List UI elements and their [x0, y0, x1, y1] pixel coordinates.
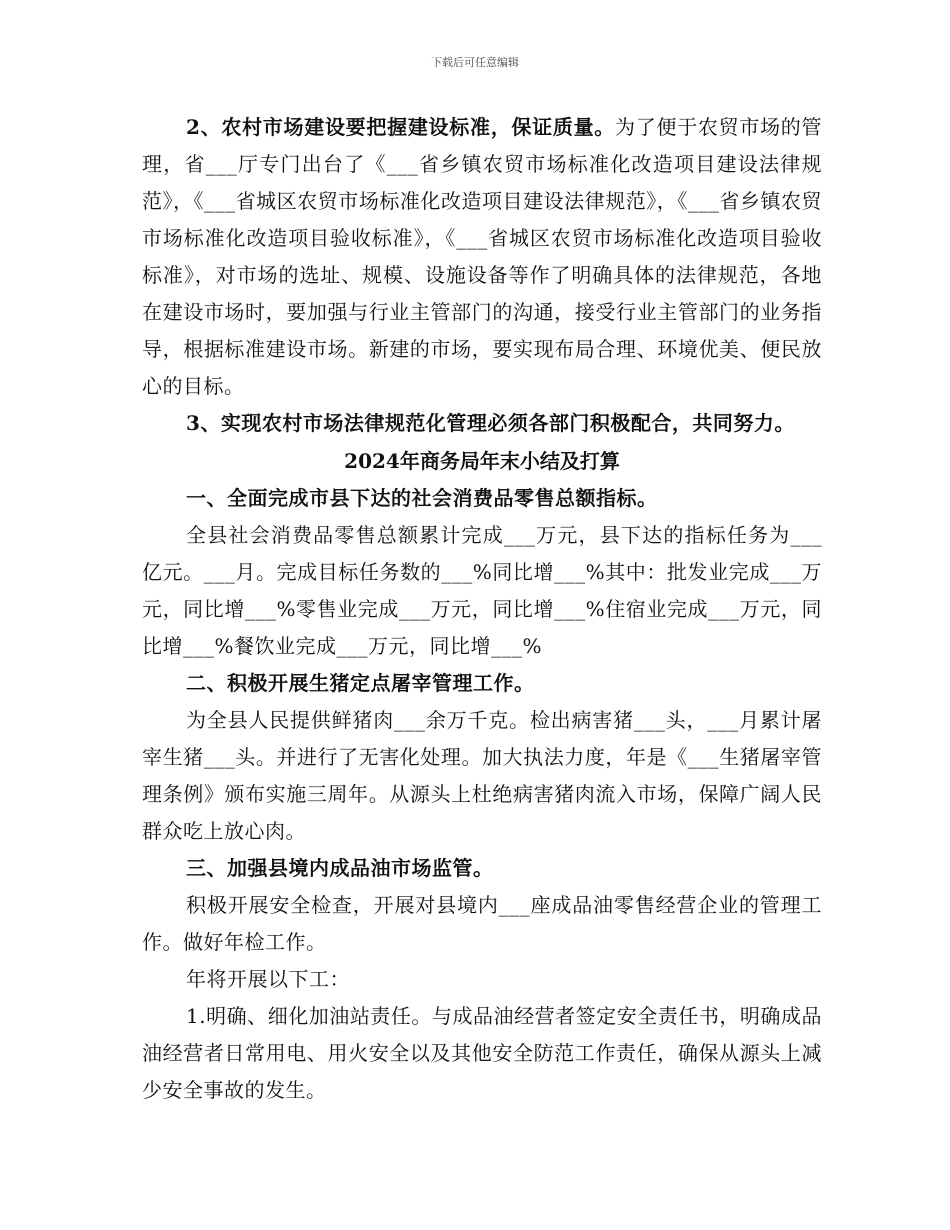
section-1-heading: 一、全面完成市县下达的社会消费品零售总额指标。 [186, 486, 658, 510]
section-3-body-3: 1.明确、细化加油站责任。与成品油经营者签定安全责任书，明确成品油经营者日常用电、用火安全以及其他安全防范工作责任，确保从源头上减少安全事故的发生。 [142, 1004, 822, 1102]
section-3-body-2: 年将开展以下工： [186, 967, 350, 991]
section-1-body: 全县社会消费品零售总额累计完成___万元，县下达的指标任务为___亿元。___月。完成目标任务数的___%同比增___%其中：批发业完成___万元，同比增___%零售业完成___万元，同比增___%住宿业完成___万元，同比增___%餐饮业完成___万元，同比增___% [142, 523, 822, 658]
document-title: 2024年商务局年末小结及打算 [344, 449, 620, 473]
section-2-heading: 二、积极开展生猪定点屠宰管理工作。 [186, 671, 535, 695]
item-3-heading: 3、实现农村市场法律规范化管理必须各部门积极配合，共同努力。 [186, 411, 795, 435]
section-2-body: 为全县人民提供鲜猪肉___余万千克。检出病害猪___头，___月累计屠宰生猪___头。并进行了无害化处理。加大执法力度，年是《___生猪屠宰管理条例》颁布实施三周年。从源头上杜绝病害猪肉流入市场，保障广阔人民群众吃上放心肉。 [142, 708, 822, 843]
item-2-heading: 2、农村市场建设要把握建设标准，保证质量。 [186, 115, 616, 139]
section-3-body: 积极开展安全检查，开展对县境内___座成品油零售经营企业的管理工作。做好年检工作。 [142, 893, 822, 954]
page-header: 下载后可任意编辑 [431, 56, 519, 69]
document-body [142, 109, 822, 1109]
section-3-heading: 三、加强县境内成品油市场监管。 [186, 856, 494, 880]
item-2-body: 为了便于农贸市场的管理，省___厅专门出台了《___省乡镇农贸市场标准化改造项目建设法律规范》，《___省城区农贸市场标准化改造项目建设法律规范》，《___省乡镇农贸市场标准化改造项目验收标准》，《___省城区农贸市场标准化改造项目验收标准》，对市场的选址、规模、设施设备等作了明确具体的法律规范，各地在建设市场时，要加强与行业主管部门的沟通，接受行业主管部门的业务指导，根据标准建设市场。新建的市场，要实现布局合理、环境优美、便民放心的目标。 [142, 115, 823, 398]
paragraph-item-2 [142, 109, 822, 405]
